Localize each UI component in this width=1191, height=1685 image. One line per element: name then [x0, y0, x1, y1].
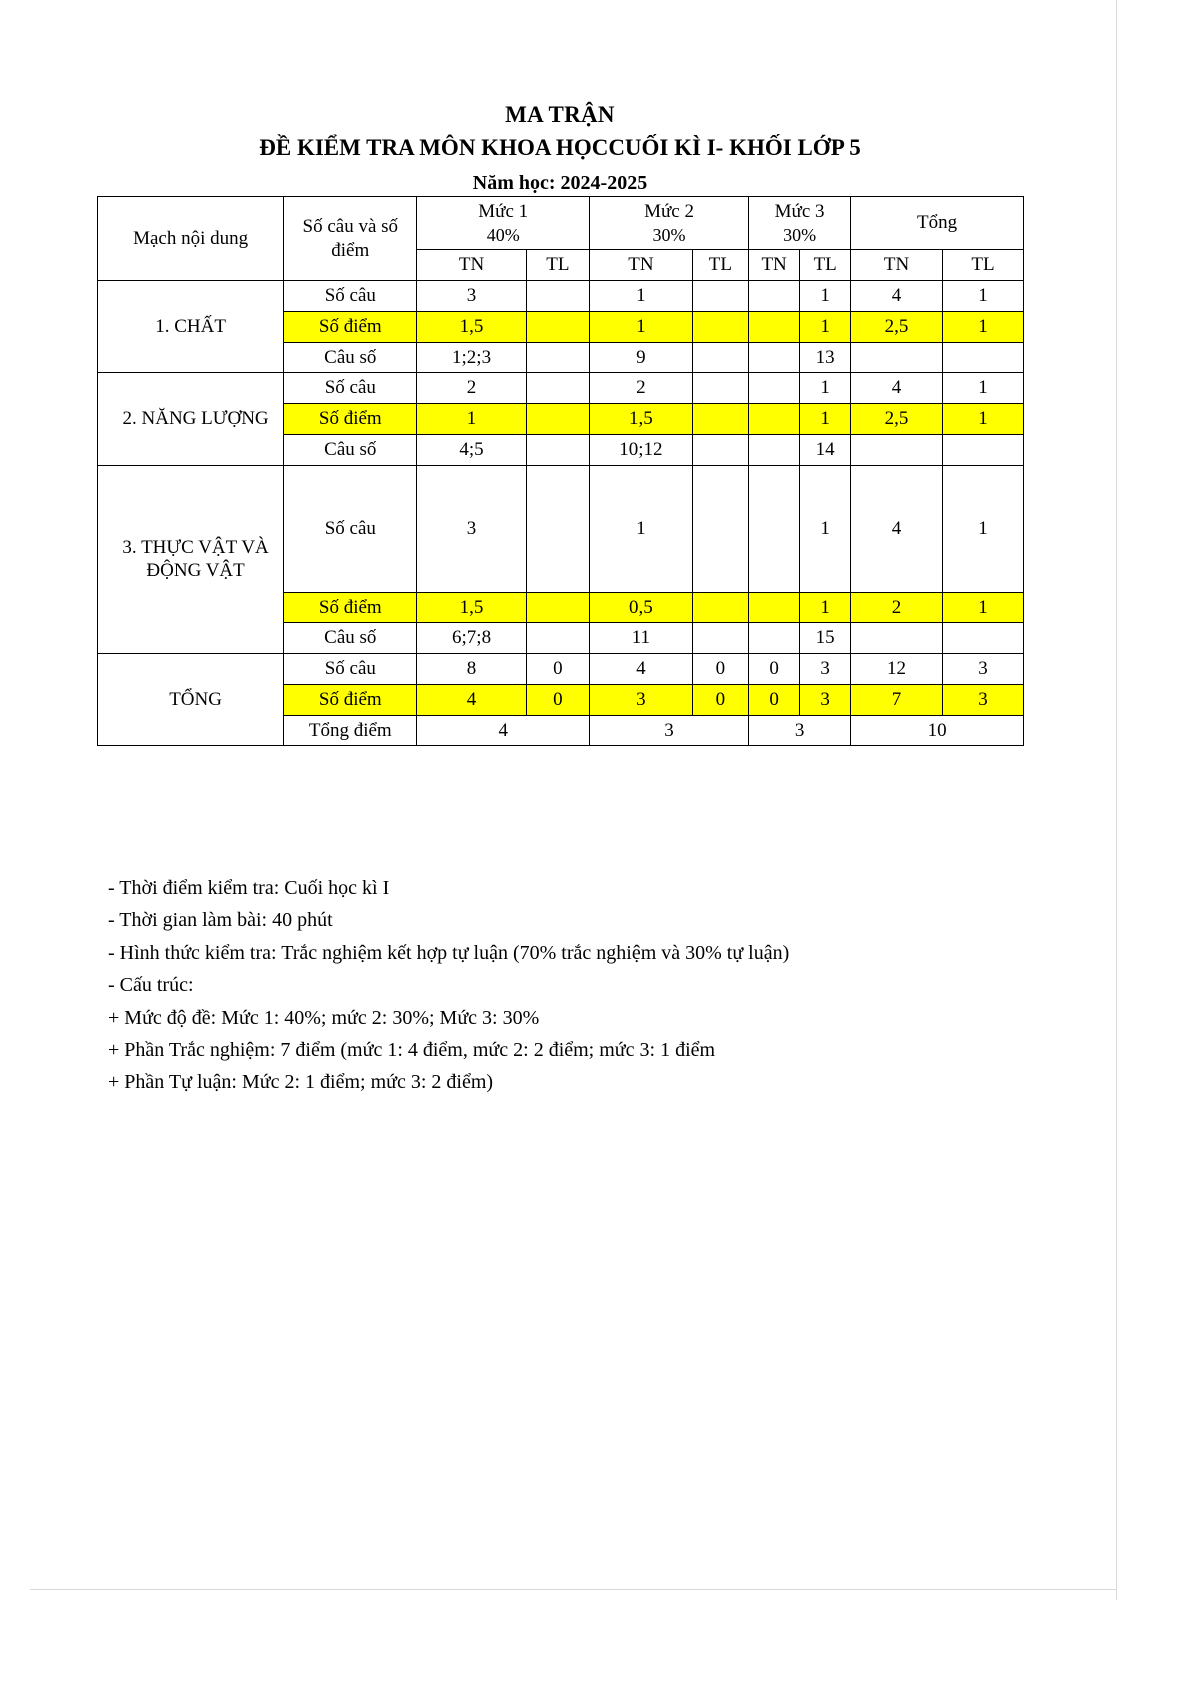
row-label-tong-diem: Tổng điểm [284, 715, 417, 746]
s1-causo-m3-tn [749, 342, 800, 373]
s3-socau-m3-tl: 1 [800, 465, 851, 592]
s1-socau-m2-tn: 1 [590, 281, 693, 312]
s2-socau-m3-tn [749, 373, 800, 404]
tot-sodiem-m1-tn: 4 [417, 684, 526, 715]
s3-sodiem-total-tn: 2 [851, 592, 943, 623]
s3-socau-m2-tn: 1 [590, 465, 693, 592]
s1-sodiem-m1-tn: 1,5 [417, 311, 526, 342]
s2-socau-m2-tn: 2 [590, 373, 693, 404]
header-m3-tn: TN [749, 250, 800, 281]
header-muc-2-pct: 30% [652, 224, 686, 245]
header-muc-1-pct: 40% [486, 224, 520, 245]
s2-sodiem-total-tl: 1 [942, 404, 1023, 435]
header-muc-3-pct: 30% [783, 224, 817, 245]
s1-sodiem-m3-tl: 1 [800, 311, 851, 342]
table-row [98, 281, 1024, 312]
note-line-3: - Hình thức kiểm tra: Trắc nghiệm kết hợp tự luận (70% trắc nghiệm và 30% tự luận) [108, 941, 790, 964]
table-row [98, 465, 1024, 592]
tot-socau-total-tl: 3 [942, 654, 1023, 685]
title-line-3: Năm học: 2024-2025 [472, 171, 648, 194]
page-bottom-rule [30, 1589, 1117, 1590]
row-label-so-diem: Số điểm [284, 311, 417, 342]
s2-causo-m3-tl: 14 [800, 434, 851, 465]
s1-socau-total-tn: 4 [851, 281, 943, 312]
s1-socau-m1-tn: 3 [417, 281, 526, 312]
header-muc-3 [749, 197, 851, 250]
s2-sodiem-m1-tn: 1 [417, 404, 526, 435]
s3-sodiem-m1-tn: 1,5 [417, 592, 526, 623]
s2-causo-m2-tn: 10;12 [590, 434, 693, 465]
s2-sodiem-m1-tl [526, 404, 589, 435]
s2-socau-m2-tl [692, 373, 748, 404]
s3-causo-total-tn [851, 623, 943, 654]
s1-causo-total-tn [851, 342, 943, 373]
row-label-so-cau: Số câu [284, 373, 417, 404]
page-right-rule [1116, 0, 1117, 1600]
title-line-1: MA TRẬN [505, 102, 615, 127]
tong-diem-m3: 3 [749, 715, 851, 746]
s1-socau-m1-tl [526, 281, 589, 312]
s3-socau-m1-tn: 3 [417, 465, 526, 592]
s3-sodiem-m2-tl [692, 592, 748, 623]
note-line-7: + Phần Tự luận: Mức 2: 1 điểm; mức 3: 2 điểm) [108, 1071, 494, 1094]
row-label-so-diem: Số điểm [284, 404, 417, 435]
s2-causo-total-tl [942, 434, 1023, 465]
s1-socau-total-tl: 1 [942, 281, 1023, 312]
tot-sodiem-m1-tl: 0 [526, 684, 589, 715]
section-2-name: 2. NĂNG LƯỢNG [98, 373, 284, 465]
tot-sodiem-m3-tl: 3 [800, 684, 851, 715]
s2-socau-m1-tn: 2 [417, 373, 526, 404]
s1-causo-m1-tl [526, 342, 589, 373]
tot-socau-total-tn: 12 [851, 654, 943, 685]
s1-sodiem-m2-tn: 1 [590, 311, 693, 342]
s1-sodiem-m1-tl [526, 311, 589, 342]
row-label-so-cau: Số câu [284, 465, 417, 592]
s3-sodiem-m3-tl: 1 [800, 592, 851, 623]
header-m2-tn: TN [590, 250, 693, 281]
s2-causo-total-tn [851, 434, 943, 465]
tot-sodiem-total-tl: 3 [942, 684, 1023, 715]
s3-socau-total-tn: 4 [851, 465, 943, 592]
s2-causo-m1-tn: 4;5 [417, 434, 526, 465]
s2-sodiem-m2-tn: 1,5 [590, 404, 693, 435]
s2-sodiem-m3-tn [749, 404, 800, 435]
row-label-so-cau: Số câu [284, 654, 417, 685]
table-row-totals [98, 654, 1024, 685]
s2-sodiem-m2-tl [692, 404, 748, 435]
s2-causo-m1-tl [526, 434, 589, 465]
document-title-block [0, 98, 1120, 200]
s3-socau-m1-tl [526, 465, 589, 592]
tot-sodiem-m2-tn: 3 [590, 684, 693, 715]
tot-socau-m1-tn: 8 [417, 654, 526, 685]
tot-sodiem-total-tn: 7 [851, 684, 943, 715]
tot-socau-m3-tn: 0 [749, 654, 800, 685]
s1-socau-m3-tl: 1 [800, 281, 851, 312]
s2-sodiem-m3-tl: 1 [800, 404, 851, 435]
note-line-6: + Phần Trắc nghiệm: 7 điểm (mức 1: 4 điểm, mức 2: 2 điểm; mức 3: 1 điểm [108, 1038, 716, 1061]
note-line-4: - Cấu trúc: [108, 974, 194, 997]
totals-name: TỔNG [98, 654, 284, 746]
header-muc-2-name: Mức 2 [644, 201, 694, 222]
s1-sodiem-total-tl: 1 [942, 311, 1023, 342]
note-line-2: - Thời gian làm bài: 40 phút [108, 909, 333, 932]
header-muc-3-name: Mức 3 [774, 201, 825, 222]
s1-sodiem-m2-tl [692, 311, 748, 342]
s2-socau-total-tl: 1 [942, 373, 1023, 404]
tot-socau-m2-tl: 0 [692, 654, 748, 685]
row-label-cau-so: Câu số [284, 623, 417, 654]
tot-socau-m3-tl: 3 [800, 654, 851, 685]
s2-socau-total-tn: 4 [851, 373, 943, 404]
s1-sodiem-m3-tn [749, 311, 800, 342]
s1-causo-m3-tl: 13 [800, 342, 851, 373]
s1-causo-m2-tn: 9 [590, 342, 693, 373]
section-3-name: 3. THỰC VẬT VÀ ĐỘNG VẬT [98, 465, 284, 654]
s3-causo-m3-tn [749, 623, 800, 654]
title-line-2: ĐỀ KIỂM TRA MÔN KHOA HỌCCUỐI KÌ I- KHỐI LỚP 5 [259, 135, 861, 161]
s1-causo-total-tl [942, 342, 1023, 373]
s3-socau-m2-tl [692, 465, 748, 592]
s3-sodiem-total-tl: 1 [942, 592, 1023, 623]
s1-sodiem-total-tn: 2,5 [851, 311, 943, 342]
header-muc-1-name: Mức 1 [478, 201, 529, 222]
s3-causo-m3-tl: 15 [800, 623, 851, 654]
exam-matrix-table [97, 196, 1024, 746]
tot-socau-m1-tl: 0 [526, 654, 589, 685]
header-m2-tl: TL [692, 250, 748, 281]
header-total-tl: TL [942, 250, 1023, 281]
tong-diem-m2: 3 [590, 715, 749, 746]
header-m1-tn: TN [417, 250, 526, 281]
s3-sodiem-m3-tn [749, 592, 800, 623]
s2-socau-m1-tl [526, 373, 589, 404]
notes-block [108, 872, 1048, 1099]
row-label-cau-so: Câu số [284, 342, 417, 373]
s3-sodiem-m2-tn: 0,5 [590, 592, 693, 623]
s3-sodiem-m1-tl [526, 592, 589, 623]
s1-socau-m2-tl [692, 281, 748, 312]
s1-causo-m1-tn: 1;2;3 [417, 342, 526, 373]
s3-causo-total-tl [942, 623, 1023, 654]
s3-socau-total-tl: 1 [942, 465, 1023, 592]
row-label-so-diem: Số điểm [284, 592, 417, 623]
section-1-name: 1. CHẤT [98, 281, 284, 373]
s3-causo-m1-tl [526, 623, 589, 654]
header-mach-noi-dung: Mạch nội dung [98, 197, 284, 281]
s3-socau-m3-tn [749, 465, 800, 592]
s3-causo-m2-tl [692, 623, 748, 654]
s2-socau-m3-tl: 1 [800, 373, 851, 404]
header-muc-2 [590, 197, 749, 250]
header-m3-tl: TL [800, 250, 851, 281]
s2-sodiem-total-tn: 2,5 [851, 404, 943, 435]
s2-causo-m3-tn [749, 434, 800, 465]
tot-socau-m2-tn: 4 [590, 654, 693, 685]
tong-diem-m1: 4 [417, 715, 590, 746]
tot-sodiem-m3-tn: 0 [749, 684, 800, 715]
row-label-cau-so: Câu số [284, 434, 417, 465]
header-total-tn: TN [851, 250, 943, 281]
table-row [98, 373, 1024, 404]
s1-socau-m3-tn [749, 281, 800, 312]
row-label-so-diem: Số điểm [284, 684, 417, 715]
header-m1-tl: TL [526, 250, 589, 281]
header-so-cau-so-diem: Số câu và số điểm [284, 197, 417, 281]
tot-sodiem-m2-tl: 0 [692, 684, 748, 715]
s1-causo-m2-tl [692, 342, 748, 373]
note-line-1: - Thời điểm kiểm tra: Cuối học kì I [108, 877, 390, 899]
s3-causo-m1-tn: 6;7;8 [417, 623, 526, 654]
s3-causo-m2-tn: 11 [590, 623, 693, 654]
table-header-row-1 [98, 197, 1024, 250]
note-line-5: + Mức độ đề: Mức 1: 40%; mức 2: 30%; Mức 3: 30% [108, 1006, 540, 1029]
tong-diem-total: 10 [851, 715, 1024, 746]
row-label-so-cau: Số câu [284, 281, 417, 312]
header-muc-1 [417, 197, 590, 250]
header-tong: Tổng [851, 197, 1024, 250]
s2-causo-m2-tl [692, 434, 748, 465]
